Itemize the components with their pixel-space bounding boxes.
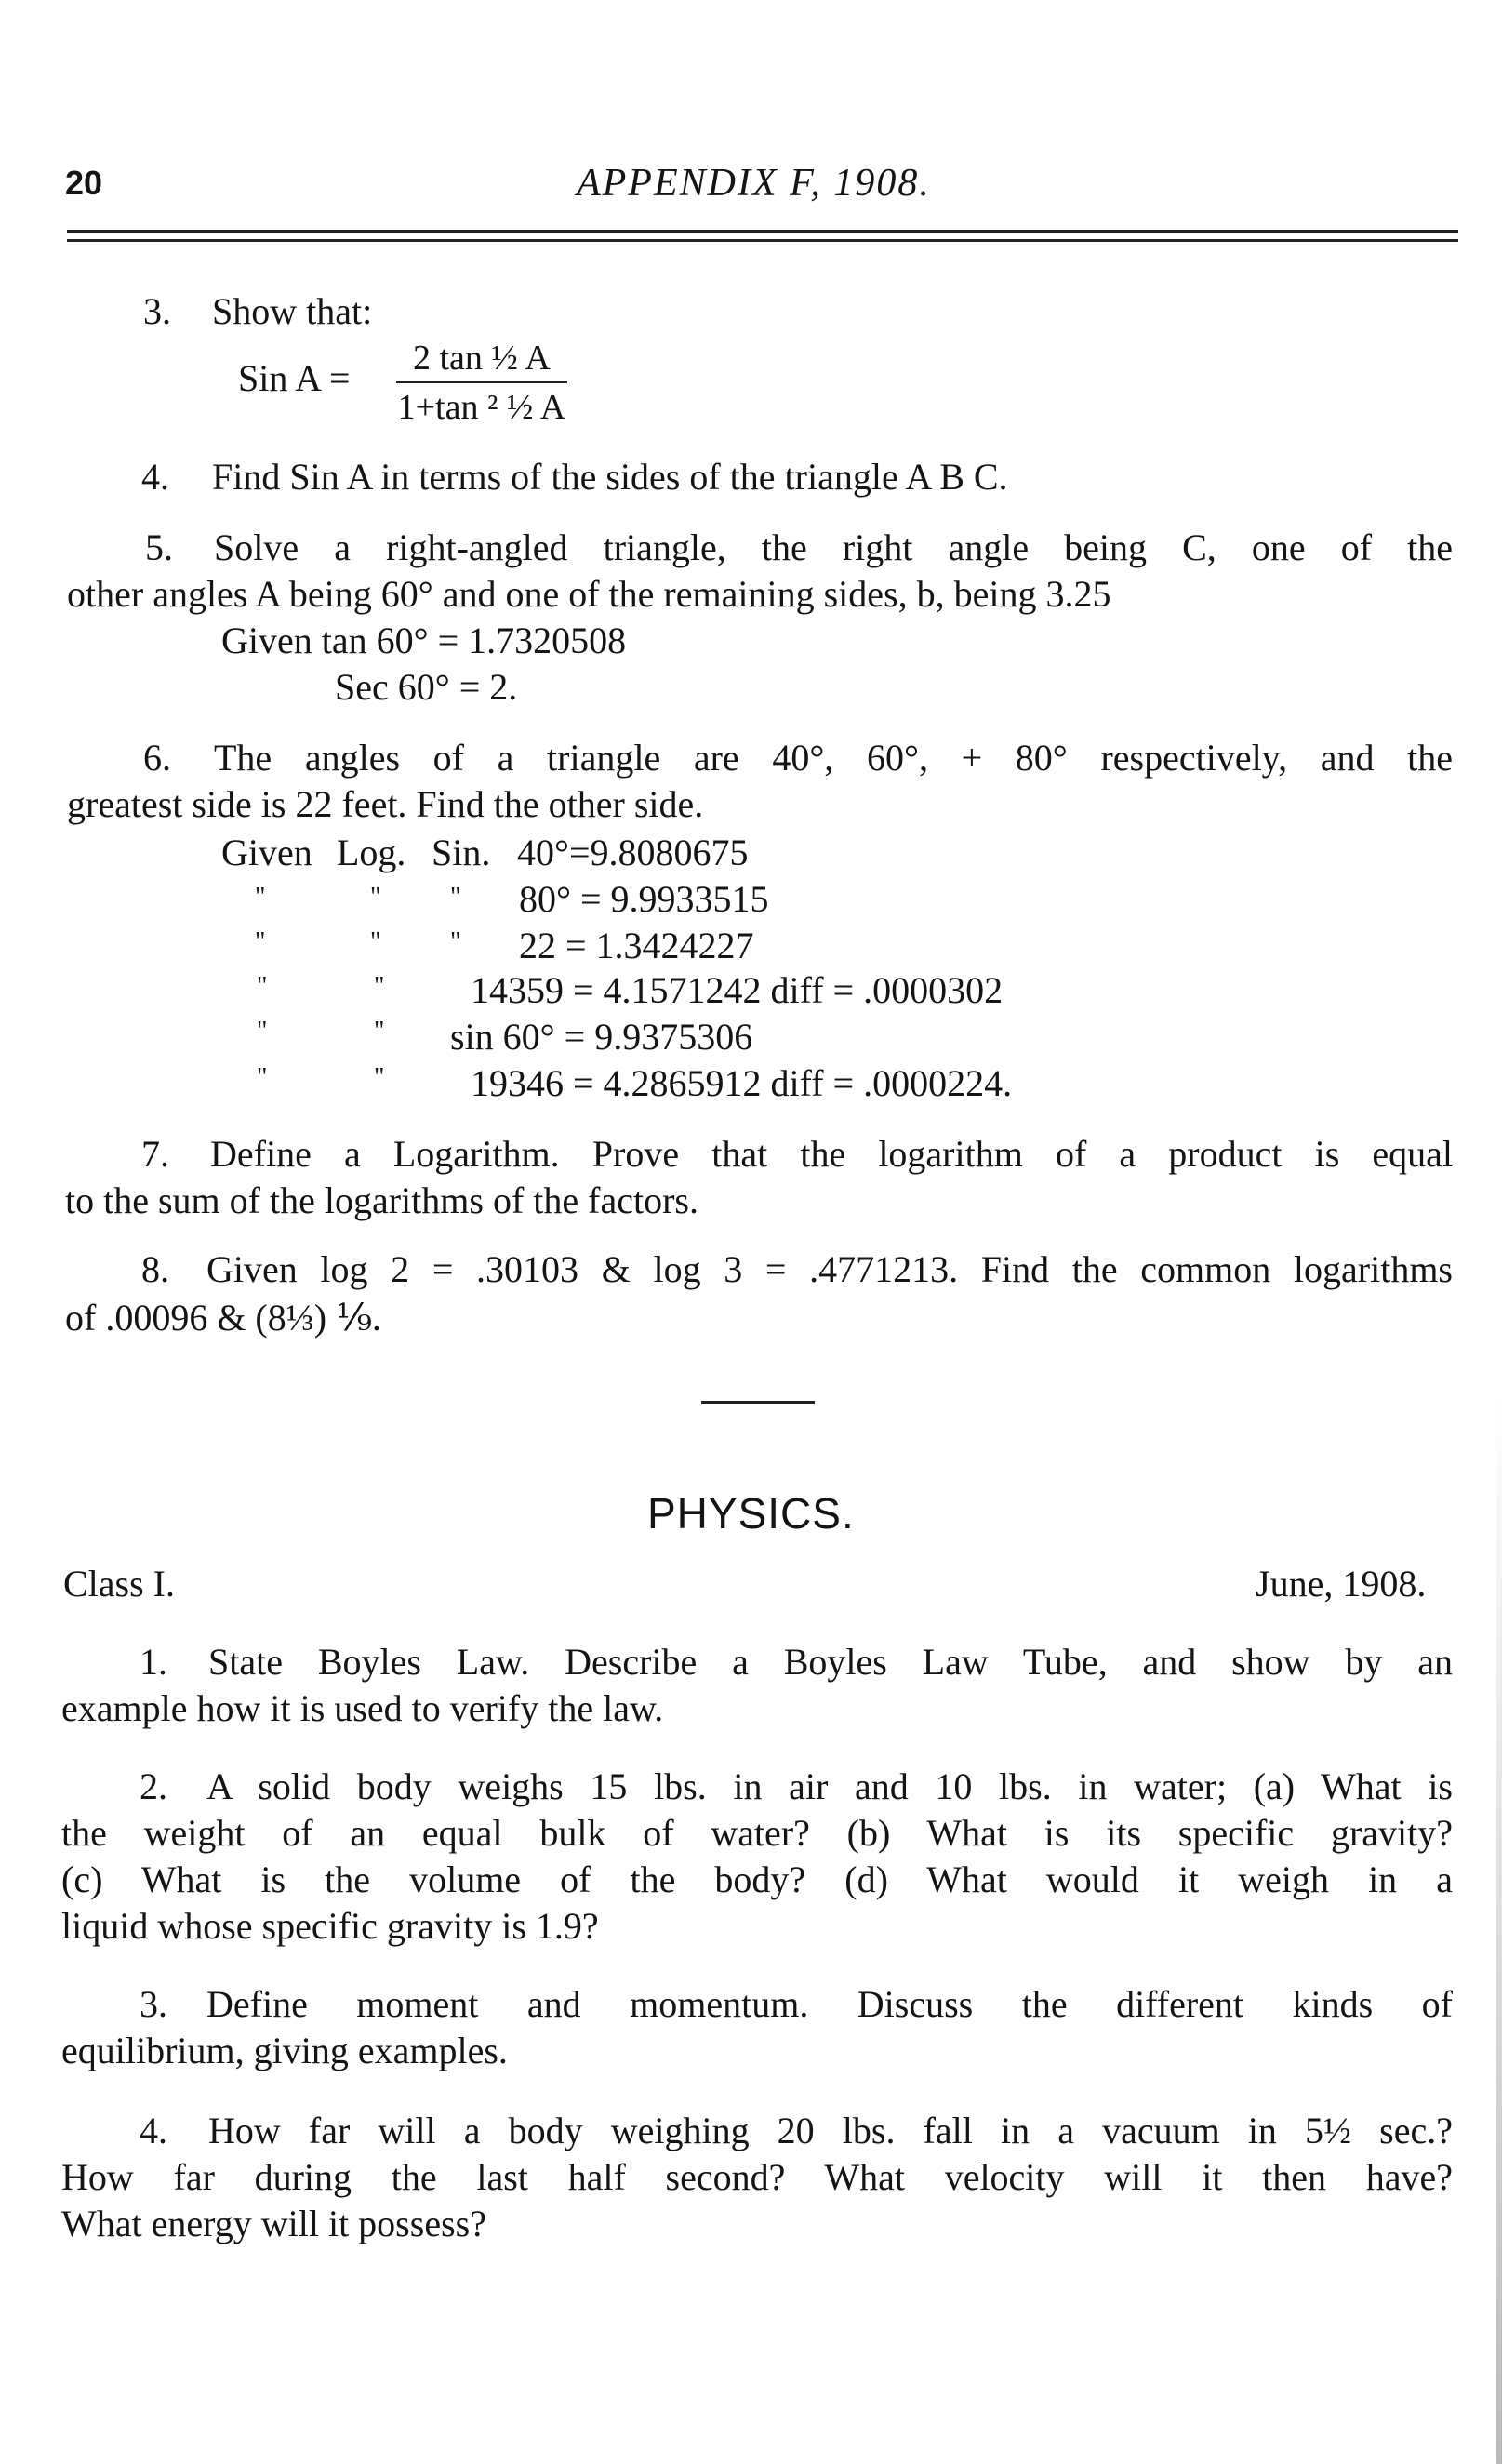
given-row-6-mark2: " [374, 1063, 385, 1092]
math-q6-line2: greatest side is 22 feet. Find the other side. [67, 783, 704, 825]
given-row-2-mark3: " [450, 883, 461, 912]
page-number: 20 [65, 164, 103, 202]
physics-title: PHYSICS. [647, 1489, 855, 1538]
phys-q2-line2: the weight of an equal bulk of water? (b) What is its specific gravity? [61, 1812, 1453, 1854]
phys-q2-number: 2. [140, 1765, 167, 1807]
phys-q2-line3: (c) What is the volume of the body? (d) What would it weigh in a [61, 1858, 1453, 1900]
section-divider [701, 1401, 815, 1404]
given-row-4-mark2: " [374, 972, 385, 1001]
math-q5-given1: Given tan 60° = 1.7320508 [221, 619, 627, 661]
given-row-4-value: 14359 = 4.1571242 diff = .0000302 [471, 969, 1004, 1011]
given-row-5-mark1: " [257, 1017, 268, 1046]
phys-q2-line1: A solid body weighs 15 lbs. in air and 10 lbs. in water; (a) What is [206, 1765, 1453, 1807]
given-row-1-mark2: Log. [337, 832, 406, 873]
given-row-5-value: sin 60° = 9.9375306 [450, 1016, 753, 1058]
math-q7-number: 7. [141, 1133, 169, 1175]
header-rule-bottom [67, 239, 1458, 242]
fraction-denominator: 1+tan ² ½ A [397, 388, 566, 427]
math-q5-line2: other angles A being 60° and one of the remaining sides, b, being 3.25 [67, 573, 1111, 615]
phys-q4-line1: How far will a body weighing 20 lbs. fall in a vacuum in 5½ sec.? [208, 2110, 1453, 2151]
math-q5-line1: Solve a right-angled triangle, the right angle being C, one of the [214, 526, 1453, 568]
physics-class-label: Class I. [63, 1563, 175, 1605]
phys-q2-line4: liquid whose specific gravity is 1.9? [61, 1905, 599, 1947]
phys-q3-line2: equilibrium, giving examples. [61, 2030, 508, 2071]
math-q3-fraction [396, 337, 567, 430]
phys-q1-line2: example how it is used to verify the law. [61, 1687, 664, 1729]
given-row-2-mark2: " [370, 883, 381, 912]
phys-q1-line1: State Boyles Law. Describe a Boyles Law Tube, and show by an [208, 1641, 1453, 1683]
math-q8-line2: of .00096 & (8⅓) ⅑. [65, 1297, 381, 1339]
physics-date: June, 1908. [1256, 1563, 1427, 1605]
given-row-5-mark2: " [374, 1017, 385, 1046]
math-q7-line2: to the sum of the logarithms of the factors. [65, 1179, 698, 1221]
math-q5-number: 5. [145, 526, 173, 568]
math-q6-line1: The angles of a triangle are 40°, 60°, + 80° respectively, and the [214, 737, 1453, 779]
fraction-numerator: 2 tan ½ A [396, 337, 567, 383]
given-row-3-mark2: " [370, 927, 381, 956]
given-row-2-value: 80° = 9.9933515 [519, 878, 769, 920]
math-q5-given2: Sec 60° = 2. [335, 666, 518, 708]
math-q6-number: 6. [143, 737, 171, 779]
given-row-4-mark1: " [257, 972, 268, 1001]
math-q3-lhs: Sin A = [238, 357, 351, 399]
phys-q1-number: 1. [140, 1641, 167, 1683]
math-q3-text: Show that: [212, 290, 373, 332]
phys-q3-line1: Define moment and momentum. Discuss the different kinds of [206, 1983, 1453, 2025]
phys-q4-line3: What energy will it possess? [61, 2203, 486, 2244]
given-row-1-mark1: Given [221, 832, 312, 873]
given-row-1-mark3: Sin. [432, 832, 491, 873]
phys-q4-number: 4. [140, 2110, 167, 2151]
math-q4-number: 4. [141, 456, 169, 498]
page-title: APPENDIX F, 1908. [577, 162, 931, 205]
math-q8-number: 8. [141, 1248, 169, 1290]
phys-q4-line2: How far during the last half second? What velocity will it then have? [61, 2156, 1453, 2198]
given-row-2-mark1: " [255, 883, 266, 912]
math-q7-line1: Define a Logarithm. Prove that the logarithm of a product is equal [210, 1133, 1453, 1175]
math-q4-text: Find Sin A in terms of the sides of the triangle A B C. [212, 456, 1008, 498]
given-row-3-value: 22 = 1.3424227 [519, 925, 754, 966]
given-row-6-value: 19346 = 4.2865912 diff = .0000224. [471, 1062, 1013, 1104]
math-q3-number: 3. [143, 290, 171, 332]
header-rule-top [67, 230, 1458, 233]
given-row-3-mark3: " [450, 927, 461, 956]
math-q8-line1: Given log 2 = .30103 & log 3 = .4771213. Find the common logarithms [206, 1248, 1453, 1290]
given-row-6-mark1: " [257, 1063, 268, 1092]
given-row-3-mark1: " [255, 927, 266, 956]
page-edge-shadow [1496, 1395, 1502, 2464]
given-row-1-value: 40°=9.8080675 [517, 832, 749, 873]
phys-q3-number: 3. [140, 1983, 167, 2025]
